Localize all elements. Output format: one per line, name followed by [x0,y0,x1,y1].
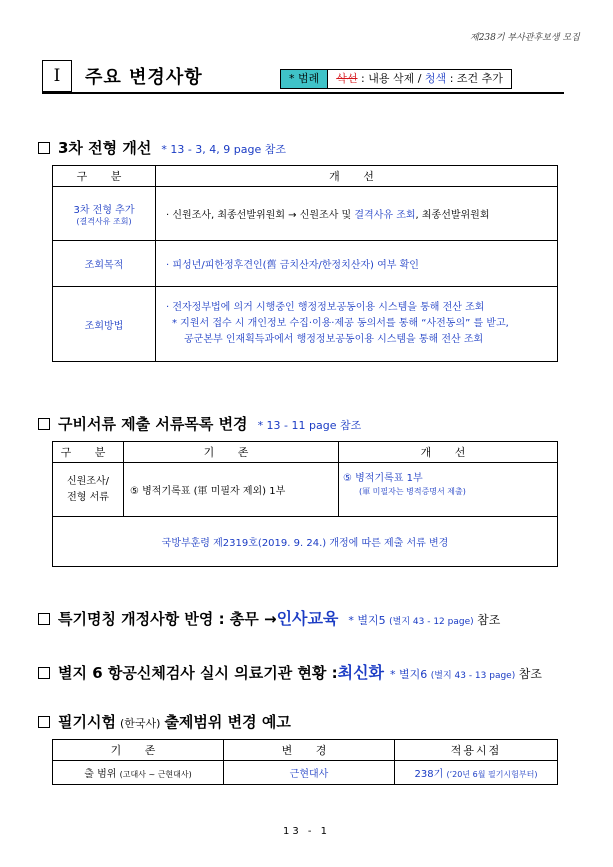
section3-title: 특기명칭 개정사항 반영 : 총무 → [58,610,277,628]
text-line: * 지원서 접수 시 개인정보 수집·이용·제공 동의서를 통해 “사전동의” 를 받고, [172,318,509,329]
col-category: 구 분 [53,442,124,463]
chapter-number: Ⅰ [42,60,72,92]
row-category: 조회방법 [53,287,156,362]
checkbox-bullet-icon [38,613,50,625]
table-row [53,517,558,567]
note-small: (별지 43 - 13 page) [430,671,516,681]
section5-heading [38,711,291,732]
applied-main: 238기 [414,769,444,780]
section1-table [52,165,558,362]
category-line: 전형 서류 [67,491,109,503]
col-improvement: 개 선 [156,166,558,187]
text-pre: · 신원조사, 최종선발위원회 → 신원조사 및 [166,210,355,221]
section2-table [52,441,558,567]
improved-line: (軍 미필자는 병적증명서 제출) [359,487,466,496]
col-existing: 기 존 [53,740,224,761]
section5-title: 필기시험 [58,713,116,731]
checkbox-bullet-icon [38,667,50,679]
existing-small: (고대사 ~ 근현대사) [119,770,192,779]
improved-cell [339,463,558,517]
row-text [156,187,558,241]
row-category [53,187,156,241]
table-row [53,241,558,287]
header-rule [42,92,564,94]
improved-line: ⑤ 병적기록표 1부 [343,473,423,484]
section2-title: 구비서류 제출 서류목록 변경 [58,415,248,433]
section4-title-blue: 최신화 [337,663,384,682]
text-line: · 전자정부법에 의거 시행중인 행정정보공동이용 시스템을 통해 전산 조회 [166,302,485,313]
text-blue: 결격사유 조회 [354,210,416,221]
section5-table [52,739,558,785]
category-line: 신원조사/ [66,475,109,487]
section4-title: 별지 6 항공신체검사 실시 의료기관 현황 : [58,664,338,682]
category-label: 3차 전형 추가 [73,204,135,216]
page-number: 13 - 1 [282,826,331,837]
checkbox-bullet-icon [38,418,50,430]
table-row [53,187,558,241]
checkbox-bullet-icon [38,716,50,728]
section3-note [348,611,500,628]
section5-title-post: 출제범위 변경 예고 [164,713,291,731]
section4-heading [38,660,542,683]
col-existing: 기 존 [124,442,339,463]
chapter-title: 주요 변경사항 [85,67,203,88]
table-row [53,761,558,785]
legend-deleted: 삭선 [336,72,358,85]
section2-footer: 국방부훈령 제2319호(2019. 9. 24.) 개정에 따른 제출 서류 변경 [53,517,558,567]
category-sub: (결격사유 조회) [76,216,132,226]
legend-blue: 청색 [424,72,447,85]
section4-note [390,665,542,682]
note-small: (별지 43 - 12 page) [389,617,474,627]
section5-title-small: (한국사) [119,717,161,730]
row-text [156,287,558,362]
handwritten-note: 제238기 부사관후보생 모집 [470,33,580,43]
row-category: 조회목적 [53,241,156,287]
table-row [53,463,558,517]
section1-note: * 13 - 3, 4, 9 page 참조 [161,143,286,156]
col-category: 구 분 [53,166,156,187]
section1-heading [38,137,286,158]
section3-title-blue: 인사교육 [276,609,339,628]
legend-deleted-desc: : 내용 삭제 / [361,72,422,85]
section1-title: 3차 전형 개선 [58,139,152,157]
checkbox-bullet-icon [38,142,50,154]
existing-cell: ⑤ 병적기록표 (軍 미필자 제외) 1부 [124,463,339,517]
table-row [53,287,558,362]
changed-cell: 근현대사 [224,761,395,785]
text-post: , 최종선발위원회 [415,210,490,221]
applied-small: (‘20년 6월 필기시험부터) [446,770,538,779]
text-line: 공군본부 인재획득과에서 행정정보공동이용 시스템을 통해 전산 조회 [184,334,484,345]
row-category [53,463,124,517]
note-main: * 별지6 [390,668,428,681]
row-text: · 피성년/피한정후견인(舊 금치산자/한정치산자) 여부 확인 [156,241,558,287]
applied-cell [395,761,558,785]
existing-main: 출 범위 [84,769,117,780]
col-applied: 적용시점 [395,740,558,761]
legend-body [328,70,511,88]
legend-box [280,69,512,89]
col-improvement: 개 선 [339,442,558,463]
existing-cell [53,761,224,785]
section3-heading [38,606,500,629]
note-ref: 참조 [477,613,501,627]
section2-note: * 13 - 11 page 참조 [257,419,362,432]
col-changed: 변 경 [224,740,395,761]
section2-heading [38,413,361,434]
note-ref: 참조 [518,667,542,681]
note-main: * 별지5 [348,614,386,627]
legend-blue-desc: : 조건 추가 [449,72,503,85]
legend-tag: * 범례 [281,70,328,88]
